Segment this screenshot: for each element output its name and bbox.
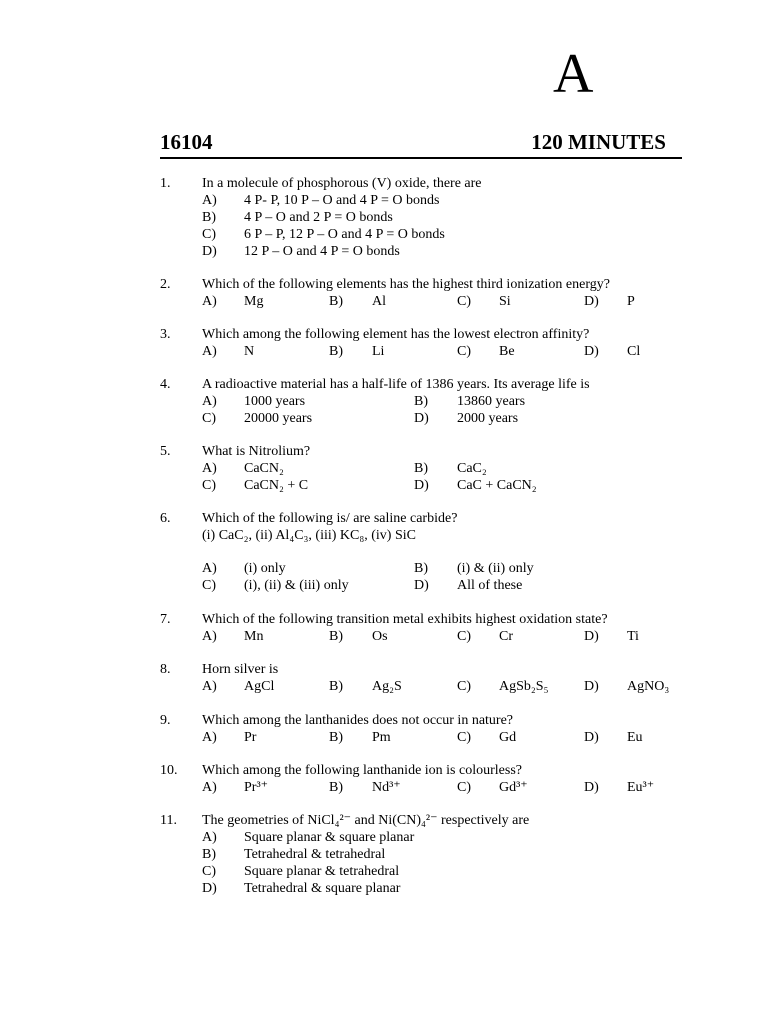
option-text: 6 P – P, 12 P – O and 4 P = O bonds [244, 227, 445, 242]
option-text: Gd [499, 730, 517, 745]
option-text: Ag₂S [372, 679, 402, 694]
option-text: Tetrahedral & tetrahedral [244, 847, 386, 862]
option-text: (i) only [244, 561, 286, 576]
option-label: B) [202, 210, 216, 225]
question-number: 6. [160, 511, 171, 526]
options-row [202, 577, 702, 594]
statement-list [202, 527, 702, 544]
option-text: Nd³⁺ [372, 780, 401, 795]
paper-duration: 120 MINUTES [531, 130, 666, 154]
option-label: D) [584, 344, 599, 359]
question-number: 4. [160, 377, 171, 392]
option-text: Eu³⁺ [627, 780, 655, 795]
option-label: B) [414, 561, 428, 576]
question-number: 5. [160, 444, 171, 459]
question-text: The geometries of NiCl₄²⁻ and Ni(CN)₄²⁻ respectively are [202, 813, 530, 828]
option-label: B) [329, 629, 343, 644]
option-text: CaCN₂ [244, 461, 284, 476]
question-set-letter: A [553, 43, 594, 105]
option-label: B) [202, 847, 216, 862]
options-row [202, 729, 702, 746]
options-row [202, 410, 702, 427]
option-label: A) [202, 830, 217, 845]
option-text: Gd³⁺ [499, 780, 528, 795]
option-label: B) [329, 780, 343, 795]
option-text: Os [372, 629, 388, 644]
option-label: D) [414, 478, 429, 493]
option-text: Li [372, 344, 385, 359]
options-row [202, 628, 702, 645]
options-row [202, 477, 702, 494]
option-label: D) [584, 730, 599, 745]
question-text: Which of the following is/ are saline carbide? [202, 511, 458, 526]
option-label: B) [414, 461, 428, 476]
options-row [202, 460, 702, 477]
option-label: D) [584, 629, 599, 644]
option-text: CaCN₂ + C [244, 478, 309, 493]
option-text: (i), (ii) & (iii) only [244, 578, 349, 593]
option-text: Cl [627, 344, 641, 359]
question-text: A radioactive material has a half-life of 1386 years. Its average life is [202, 377, 590, 392]
statement-items: (i) CaC₂, (ii) Al₄C₃, (iii) KC₈, (iv) SiC [202, 528, 416, 543]
option-label: C) [202, 478, 216, 493]
option-text: Al [372, 294, 386, 309]
options-row [202, 779, 702, 796]
option-label: A) [202, 780, 217, 795]
option-label: D) [414, 411, 429, 426]
option-label: A) [202, 193, 217, 208]
question-text: Which of the following elements has the highest third ionization energy? [202, 277, 610, 292]
option-label: C) [202, 864, 216, 879]
options-row [202, 343, 702, 360]
option-text: N [244, 344, 255, 359]
option-label: D) [584, 294, 599, 309]
option-text: 13860 years [457, 394, 526, 409]
option-text: Tetrahedral & square planar [244, 881, 401, 896]
option-text: AgSb₂S₅ [499, 679, 549, 694]
option-text: 4 P- P, 10 P – O and 4 P = O bonds [244, 193, 440, 208]
option-text: 1000 years [244, 394, 306, 409]
option-label: D) [202, 881, 217, 896]
paper-code: 16104 [160, 130, 213, 154]
options-row [202, 393, 702, 410]
option-label: D) [202, 244, 217, 259]
option-label: D) [584, 679, 599, 694]
option-label: B) [329, 679, 343, 694]
option-label: B) [414, 394, 428, 409]
option-text: CaC + CaCN₂ [457, 478, 537, 493]
option-label: C) [457, 679, 471, 694]
question-number: 10. [160, 763, 178, 778]
option-text: Cr [499, 629, 513, 644]
question-number: 9. [160, 713, 171, 728]
question-number: 3. [160, 327, 171, 342]
question-number: 8. [160, 662, 171, 677]
option-label: B) [329, 730, 343, 745]
option-text: (i) & (ii) only [457, 561, 534, 576]
question-number: 11. [160, 813, 177, 828]
option-text: Pr³⁺ [244, 780, 269, 795]
question-text: Which among the lanthanides does not occur in nature? [202, 713, 514, 728]
option-label: A) [202, 679, 217, 694]
option-text: 4 P – O and 2 P = O bonds [244, 210, 393, 225]
option-label: A) [202, 294, 217, 309]
option-text: Pr [244, 730, 257, 745]
option-label: C) [202, 411, 216, 426]
option-text: AgNO₃ [627, 679, 670, 694]
question-text: What is Nitrolium? [202, 444, 311, 459]
option-label: D) [414, 578, 429, 593]
question-number: 2. [160, 277, 171, 292]
option-text: 2000 years [457, 411, 519, 426]
option-label: C) [457, 730, 471, 745]
option-text: Square planar & square planar [244, 830, 415, 845]
option-text: Ti [627, 629, 639, 644]
question-number: 1. [160, 176, 171, 191]
option-label: B) [329, 294, 343, 309]
options-row [202, 293, 702, 310]
option-label: B) [329, 344, 343, 359]
option-label: A) [202, 394, 217, 409]
option-label: C) [202, 227, 216, 242]
question-text: Which among the following lanthanide ion is colourless? [202, 763, 522, 778]
option-label: A) [202, 629, 217, 644]
question-text: Horn silver is [202, 662, 279, 677]
option-text: 20000 years [244, 411, 313, 426]
option-label: A) [202, 461, 217, 476]
option-label: C) [457, 294, 471, 309]
option-label: D) [584, 780, 599, 795]
options-row [202, 678, 702, 695]
option-text: Eu [627, 730, 643, 745]
option-text: Be [499, 344, 515, 359]
question-text: Which among the following element has the lowest electron affinity? [202, 327, 590, 342]
option-label: C) [202, 578, 216, 593]
option-text: 12 P – O and 4 P = O bonds [244, 244, 400, 259]
option-text: All of these [457, 578, 523, 593]
option-label: C) [457, 629, 471, 644]
options-row [202, 560, 702, 577]
option-text: Pm [372, 730, 391, 745]
option-text: AgCl [244, 679, 275, 694]
option-label: C) [457, 344, 471, 359]
option-label: A) [202, 344, 217, 359]
option-label: C) [457, 780, 471, 795]
option-label: A) [202, 730, 217, 745]
option-text: Mn [244, 629, 264, 644]
option-text: CaC₂ [457, 461, 487, 476]
option-text: Si [499, 294, 511, 309]
option-text: P [627, 294, 635, 309]
option-label: A) [202, 561, 217, 576]
question-text: In a molecule of phosphorous (V) oxide, there are [202, 176, 482, 191]
question-number: 7. [160, 612, 171, 627]
paper-header [160, 130, 682, 159]
question-text: Which of the following transition metal exhibits highest oxidation state? [202, 612, 608, 627]
option-text: Square planar & tetrahedral [244, 864, 400, 879]
option-text: Mg [244, 294, 264, 309]
